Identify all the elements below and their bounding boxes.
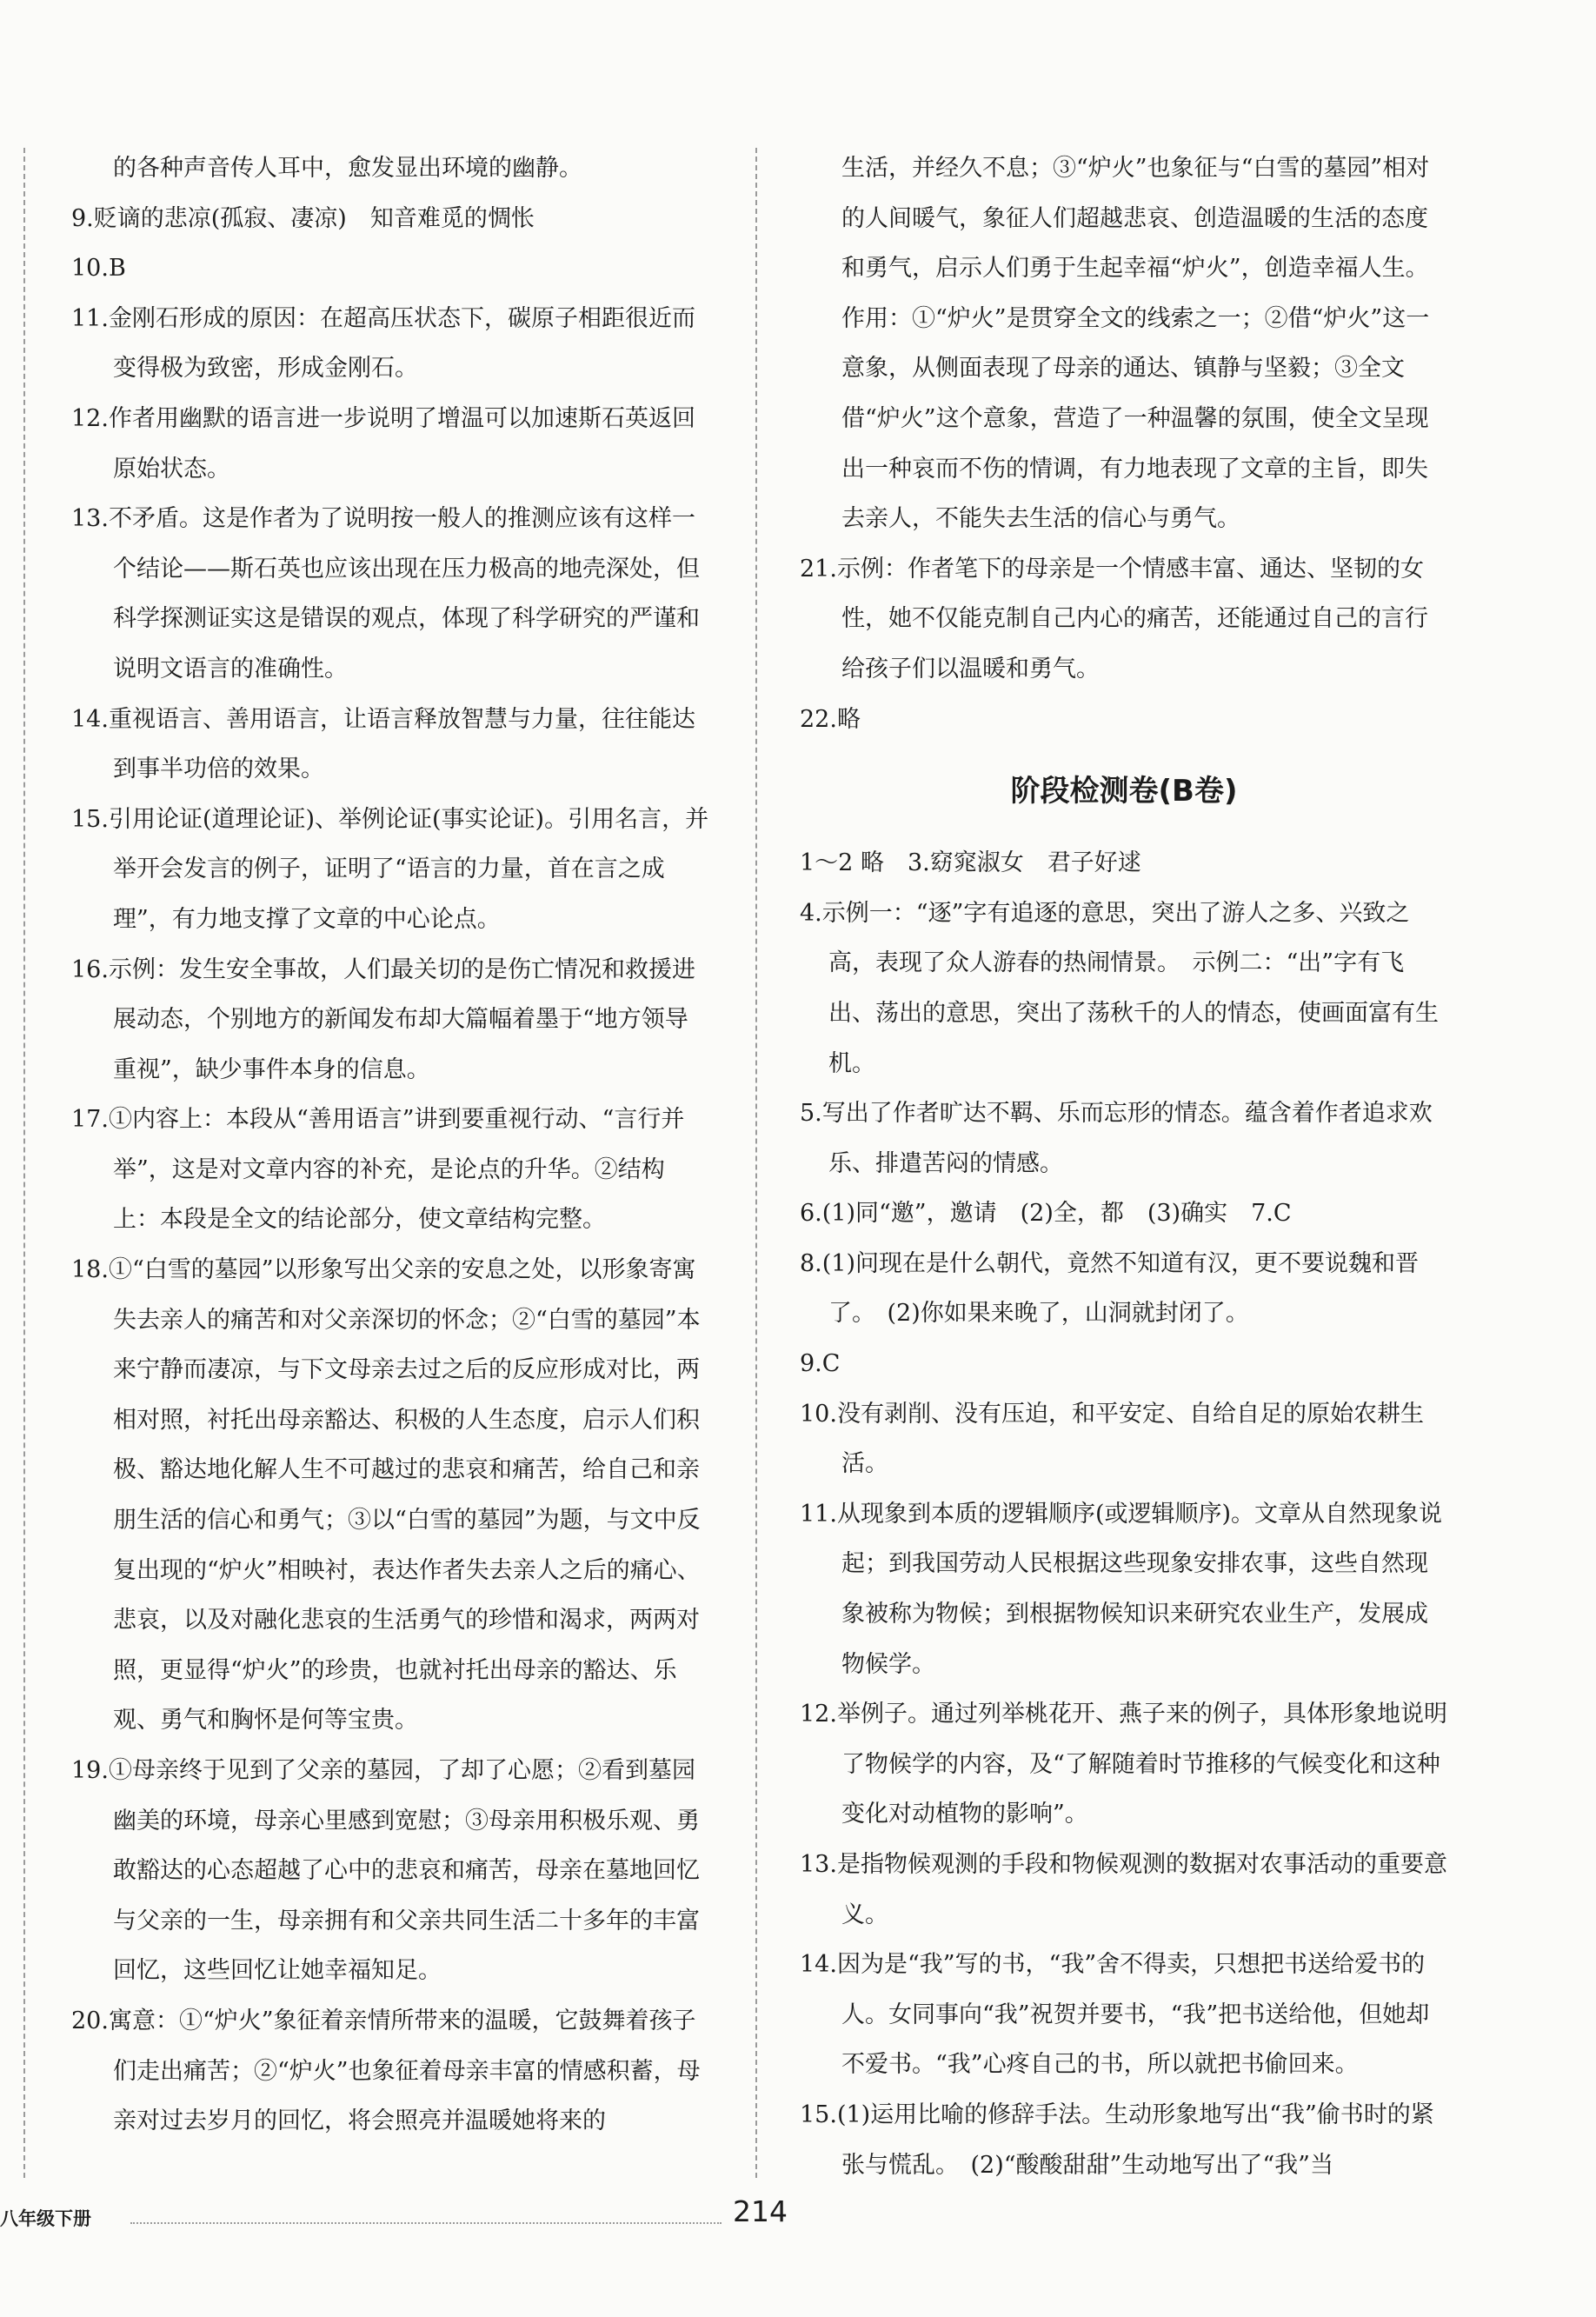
answer-item: 生活，并经久不息；③“炉火”也象征与“白雪的墓园”相对的人间暖气，象征人们超越悲哀、创造温暖的生活的态度和勇气，启示人们勇于生起幸福“炉火”，创造幸福人生。作用：①“炉火”是贯穿全文的线索之一；②借“炉火”这一意象，从侧面表现了母亲的通达、镇静与坚毅；③全文借“炉火”这个意象，营造了一种温馨的氛围，使全文呈现出一种哀而不伤的情调，有力地表现了文章的主旨，即失去亲人，不能失去生活的信心与勇气。 <box>841 155 1430 533</box>
answer-item: 的各种声音传人耳中，愈发显出环境的幽静。 <box>113 155 582 182</box>
answer-item: 15.(1)运用比喻的修辞手法。生动形象地写出“我”偷书时的紧张与慌乱。 (2)“酸酸甜甜”生动地写出了“我”当 <box>800 2101 1434 2179</box>
answer-item: 10.没有剥削、没有压迫，和平安定、自给自足的原始农耕生活。 <box>800 1400 1424 1478</box>
section-title: 阶段检测卷(B卷) <box>1010 774 1238 809</box>
answer-item: 13.是指物候观测的手段和物候观测的数据对农事活动的重要意义。 <box>800 1851 1447 1928</box>
answer-item: 9.C <box>800 1350 841 1378</box>
answer-item: 6.(1)同“邀”，邀请 (2)全，都 (3)确实 7.C <box>800 1200 1292 1228</box>
left-column <box>71 143 710 2147</box>
answer-item: 12.举例子。通过列举桃花开、燕子来的例子，具体形象地说明了物候学的内容，及“了解随着时节推移的气候变化和这种变化对动植物的影响”。 <box>800 1701 1447 1828</box>
answer-item: 10.B <box>71 255 126 283</box>
answer-item: 5.写出了作者旷达不羁、乐而忘形的情态。蕴含着作者追求欢乐、排遣苦闷的情感。 <box>800 1100 1433 1177</box>
answer-item: 21.示例：作者笔下的母亲是一个情感丰富、通达、坚韧的女性，她不仅能克制自己内心的痛苦，还能通过自己的言行给孩子们以温暖和勇气。 <box>800 555 1428 682</box>
answer-item: 8.(1)问现在是什么朝代，竟然不知道有汉，更不要说魏和晋了。 (2)你如果来晚了，山洞就封闭了。 <box>800 1249 1420 1328</box>
answer-item: 1～2 略 3.窈窕淑女 君子好逑 <box>800 849 1141 877</box>
grade-label: 八年级下册 <box>0 2208 91 2229</box>
footer-dotted-line <box>130 2222 722 2224</box>
answer-item: 16.示例：发生安全事故，人们最关切的是伤亡情况和救援进展动态，个别地方的新闻发布却大篇幅着墨于“地方领导重视”，缺少事件本身的信息。 <box>71 955 695 1083</box>
answer-item: 13.不矛盾。这是作者为了说明按一般人的推测应该有这样一个结论——斯石英也应该出现在压力极高的地壳深处，但科学探测证实这是错误的观点，体现了科学研究的严谨和说明文语言的准确性。 <box>71 505 700 682</box>
answer-item: 14.因为是“我”写的书，“我”舍不得卖，只想把书送给爱书的人。女同事向“我”祝贺并要书，“我”把书送给他，但她却不爱书。“我”心疼自己的书，所以就把书偷回来。 <box>800 1951 1430 2079</box>
answer-item: 12.作者用幽默的语言进一步说明了增温可以加速斯石英返回原始状态。 <box>71 404 695 483</box>
answer-item: 11.金刚石形成的原因：在超高压状态下，碳原子相距很近而变得极为致密，形成金刚石。 <box>71 304 695 383</box>
binding-cut-line <box>23 148 25 2178</box>
answer-item: 17.①内容上：本段从“善用语言”讲到要重视行动、“言行并举”，这是对文章内容的补充，是论点的升华。②结构上：本段是全文的结论部分，使文章结构完整。 <box>71 1106 685 1234</box>
answer-item: 9.贬谪的悲凉(孤寂、凄凉) 知音难觅的惆怅 <box>71 204 535 232</box>
answer-item: 15.引用论证(道理论证)、举例论证(事实论证)。引用名言，并举开会发言的例子，证明了“语言的力量，首在言之成理”，有力地支撑了文章的中心论点。 <box>71 805 709 933</box>
answer-item: 11.从现象到本质的逻辑顺序(或逻辑顺序)。文章从自然现象说起；到我国劳动人民根据这些现象安排农事，这些自然现象被称为物候；到根据物候知识来研究农业生产，发展成物候学。 <box>800 1500 1443 1678</box>
right-column <box>800 143 1448 2190</box>
answer-item: 19.①母亲终于见到了父亲的墓园，了却了心愿；②看到墓园幽美的环境，母亲心里感到宽慰；③母亲用积极乐观、勇敢豁达的心态超越了心中的悲哀和痛苦，母亲在墓地回忆与父亲的一生，母亲拥有和父亲共同生活二十多年的丰富回忆，这些回忆让她幸福知足。 <box>71 1757 700 1985</box>
answer-item: 22.略 <box>800 705 861 733</box>
column-divider <box>755 148 757 2178</box>
answer-item: 18.①“白雪的墓园”以形象写出父亲的安息之处，以形象寄寓失去亲人的痛苦和对父亲深切的怀念；②“白雪的墓园”本来宁静而凄凉，与下文母亲去过之后的反应形成对比，两相对照，衬托出母亲豁达、积极的人生态度，启示人们积极、豁达地化解人生不可越过的悲哀和痛苦，给自己和亲朋生活的信心和勇气；③以“白雪的墓园”为题，与文中反复出现的“炉火”相映衬，表达作者失去亲人之后的痛心、悲哀，以及对融化悲哀的生活勇气的珍惜和渴求，两两对照，更显得“炉火”的珍贵，也就衬托出母亲的豁达、乐观、勇气和胸怀是何等宝贵。 <box>71 1256 701 1734</box>
answer-item: 4.示例一：“逐”字有追逐的意思，突出了游人之多、兴致之高，表现了众人游春的热闹情景。 示例二：“出”字有飞出、荡出的意思，突出了荡秋千的人的情态，使画面富有生机。 <box>800 899 1439 1077</box>
answer-item: 20.寓意：①“炉火”象征着亲情所带来的温暖，它鼓舞着孩子们走出痛苦；②“炉火”也象征着母亲丰富的情感积蓄，母亲对过去岁月的回忆，将会照亮并温暖她将来的 <box>71 2007 701 2135</box>
page-number: 214 <box>733 2194 788 2228</box>
answer-item: 14.重视语言、善用语言，让语言释放智慧与力量，往往能达到事半功倍的效果。 <box>71 705 695 783</box>
